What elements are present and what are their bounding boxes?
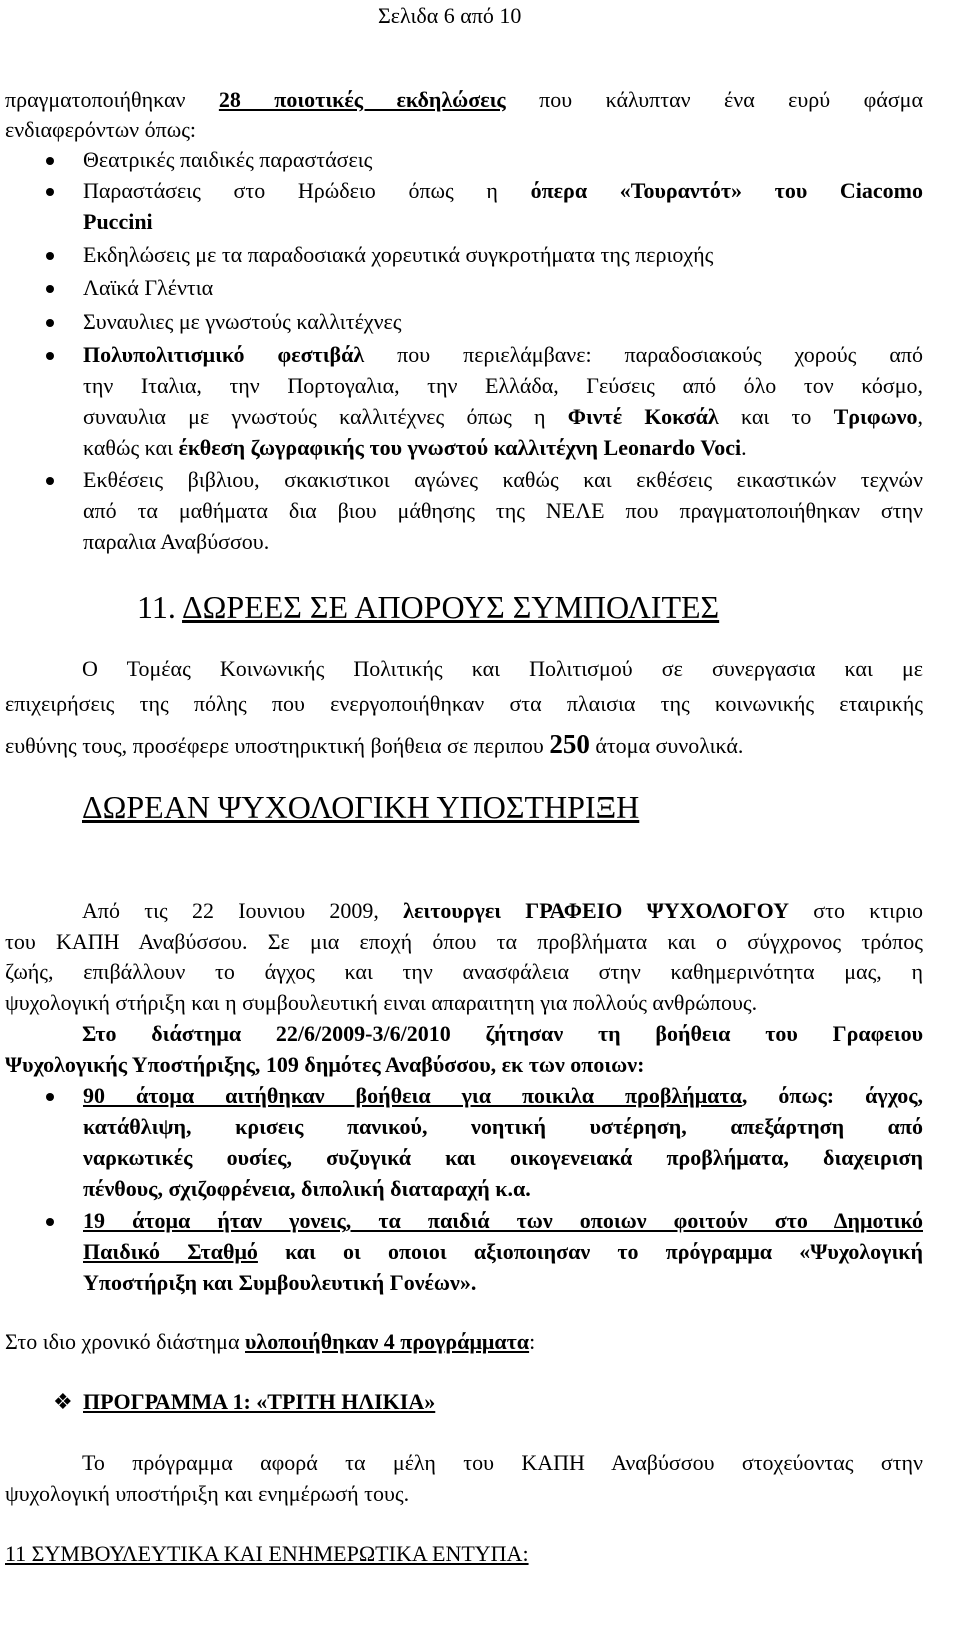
bullet-icon [46, 285, 54, 293]
paragraph-text: Από τις 22 Ιουνιου 2009, [82, 898, 404, 923]
bullet-icon [46, 157, 54, 165]
item-bold: Τριφωνο [833, 404, 918, 429]
paragraph-text: : [529, 1329, 536, 1354]
list-item-cont [83, 208, 153, 236]
section-number: 11. [137, 589, 176, 625]
intro-line-2: ενδιαφερόντων όπως: [5, 117, 197, 142]
list-item-cont [83, 434, 747, 462]
intro-text: πραγματοποιήθηκαν [5, 87, 219, 112]
list-item-cont [83, 1113, 923, 1141]
item-bold-underline: Παιδικό Σταθμό [83, 1239, 258, 1264]
item-text: καθώς και [83, 435, 179, 460]
bullet-icon [46, 319, 54, 327]
item-text: που περιελάμβανε: παραδοσιακούς χορούς από [364, 342, 923, 367]
paragraph-bold: Ψυχολογικής Υποστήριξης, 109 δημότες Αναβύσσου, εκ των οποιων: [5, 1052, 645, 1077]
item-bold: ναρκωτικές ουσίες, συζυγικά και οικογενειακά προβλήματα, διαχειριση [83, 1145, 923, 1170]
program-title: ΠΡΟΓΡΑΜΜΑ 1: «ΤΡΙΤΗ ΗΛΙΚΙΑ» [83, 1389, 436, 1414]
paragraph-line [5, 728, 743, 762]
list-item [83, 341, 923, 369]
intro-text-2: που κάλυπταν ένα ευρύ φάσμα [505, 87, 923, 112]
paragraph-line: ψυχολογική υποστήριξη και ενημέρωσή τους. [5, 1481, 410, 1506]
list-item: Θεατρικές παιδικές παραστάσεις [83, 147, 373, 172]
item-bold: πένθους, σχιζοφρένεια, διπολική διαταραχή κ.α. [83, 1176, 531, 1201]
paragraph-text: του ΚΑΠΗ Αναβύσσου. [5, 929, 268, 954]
bullet-icon [46, 1218, 54, 1226]
item-text: , [917, 404, 923, 429]
list-item [83, 177, 923, 205]
bullet-icon [46, 477, 54, 485]
paragraph-line [5, 1051, 644, 1079]
bullet-icon [46, 188, 54, 196]
item-bold: Πολυπολιτισμικό φεστιβάλ [83, 342, 365, 367]
item-bold: και οι οποιοι αξιοποιησαν το πρόγραμμα «Ψυχολογική [257, 1239, 923, 1264]
bullet-icon [46, 352, 54, 360]
program-heading [53, 1388, 435, 1416]
paragraph-line [82, 1020, 923, 1048]
paragraph-text: Στο ιδιο χρονικό διάστημα [5, 1329, 246, 1354]
paragraph-line [82, 897, 923, 925]
item-bold: κατάθλιψη, κρισεις πανικού, νοητική υστέρηση, απεξάρτηση από [83, 1114, 923, 1139]
paragraph-bold-underline: υλοποιήθηκαν 4 προγράμματα [245, 1329, 530, 1354]
paragraph-line: ψυχολογική στήριξη και η συμβουλευτική ειναι απαραιτητη για πολλούς ανθρώπους. [5, 990, 758, 1015]
item-bold: Υποστήριξη και Συμβουλευτική Γονέων». [83, 1270, 477, 1295]
bullet-icon [46, 252, 54, 260]
paragraph-line: Το πρόγραμμα αφορά τα μέλη του ΚΑΠΗ Αναβύσσου στοχεύοντας στην [82, 1450, 923, 1475]
paragraph-text: άτομα συνολικά. [589, 733, 744, 758]
diamond-icon: ❖ [53, 1389, 73, 1414]
last-heading: 11 ΣΥΜΒΟΥΛΕΥΤΙΚΑ ΚΑΙ ΕΝΗΜΕΡΩΤΙΚΑ ΕΝΤΥΠΑ: [5, 1541, 529, 1566]
list-item-cont: την Ιταλια, την Πορτογαλια, την Ελλάδα, Γεύσεις από όλο τον κόσμο, [83, 373, 923, 398]
highlight-number: 250 [549, 729, 590, 759]
paragraph-text: ευθύνης τους, προσέφερε υποστηρικτική βοήθεια σε περιπου [5, 733, 550, 758]
paragraph-line: ζωής, επιβάλλουν το άγχος και την ανασφάλεια στην καθημερινότητα μας, η [5, 959, 923, 984]
list-item: Λαϊκά Γλέντια [83, 275, 214, 300]
paragraph-text-2: Σε μια εποχή όπου τα προβλήματα και ο σύγχρονος τρόπος [267, 929, 923, 954]
item-bold-underline: 19 άτομα ήταν γονεις, τα παιδιά των οποιων φοιτούν στο Δημοτικό [83, 1208, 923, 1233]
paragraph-line [5, 928, 923, 956]
paragraph-bold: Στο διάστημα 22/6/2009-3/6/2010 ζήτησαν τη βοήθεια του Γραφειου [82, 1021, 923, 1046]
item-bold: , όπως: άγχος, [741, 1083, 924, 1108]
list-item: Εκθέσεις βιβλιου, σκακιστικοι αγώνες καθώς και εκθέσεις εικαστικών τεχνών [83, 467, 923, 492]
paragraph-line: επιχειρήσεις της πόλης που ενεργοποιήθηκαν στα πλαισια της κοινωνικής εταιρικής [5, 691, 923, 716]
bullet-icon [46, 1093, 54, 1101]
list-item-cont: παραλια Αναβύσσου. [83, 529, 270, 554]
list-item: Εκδηλώσεις με τα παραδοσιακά χορευτικά συγκροτήματα της περιοχής [83, 242, 714, 267]
list-item-cont [83, 403, 923, 431]
item-bold: όπερα «Τουραντότ» του Ciacomo [530, 178, 924, 203]
item-text: και το [718, 404, 834, 429]
paragraph-text: στο κτιριο [789, 898, 923, 923]
item-bold: Puccini [83, 209, 153, 234]
intro-highlight: 28 ποιοτικές εκδηλώσεις [218, 87, 506, 112]
list-item: Συναυλιες με γνωστούς καλλιτέχνες [83, 309, 402, 334]
psych-heading: ΔΩΡΕΑΝ ΨΥΧΟΛΟΓΙΚΗ ΥΠΟΣΤΗΡΙΞΗ [82, 789, 640, 825]
paragraph-line [5, 1328, 535, 1356]
item-bold-underline: 90 άτομα αιτήθηκαν βοήθεια για ποικιλα προβλήματα [83, 1083, 742, 1108]
section-heading [137, 587, 719, 627]
list-item-cont [83, 1238, 923, 1266]
intro-line-1 [5, 86, 923, 114]
item-text: συναυλια με γνωστούς καλλιτέχνες όπως η [83, 404, 568, 429]
paragraph-line: Ο Τομέας Κοινωνικής Πολιτικής και Πολιτισμού σε συνεργασια και με [82, 656, 923, 681]
paragraph-bold: λειτουργει ΓΡΑΦΕΙΟ ΨΥΧΟΛΟΓΟΥ [403, 898, 790, 923]
list-item-cont: από τα μαθήματα δια βιου μάθησης της ΝΕΛΕ που πραγματοποιήθηκαν στην [83, 498, 923, 523]
item-text: Παραστάσεις στο Ηρώδειο όπως η [83, 178, 531, 203]
item-text: . [741, 435, 747, 460]
item-bold: έκθεση ζωγραφικής του γνωστού καλλιτέχνη Leonardo Voci [178, 435, 742, 460]
page-header: Σελιδα 6 από 10 [378, 3, 522, 28]
section-title: ΔΩΡΕΕΣ ΣΕ ΑΠΟΡΟΥΣ ΣΥΜΠΟΛΙΤΕΣ [182, 589, 720, 625]
list-item-cont [83, 1269, 476, 1297]
list-item-cont [83, 1144, 923, 1172]
item-bold: Φιντέ Κοκσάλ [567, 404, 719, 429]
list-item [83, 1207, 923, 1235]
list-item-cont [83, 1175, 531, 1203]
list-item [83, 1082, 923, 1110]
